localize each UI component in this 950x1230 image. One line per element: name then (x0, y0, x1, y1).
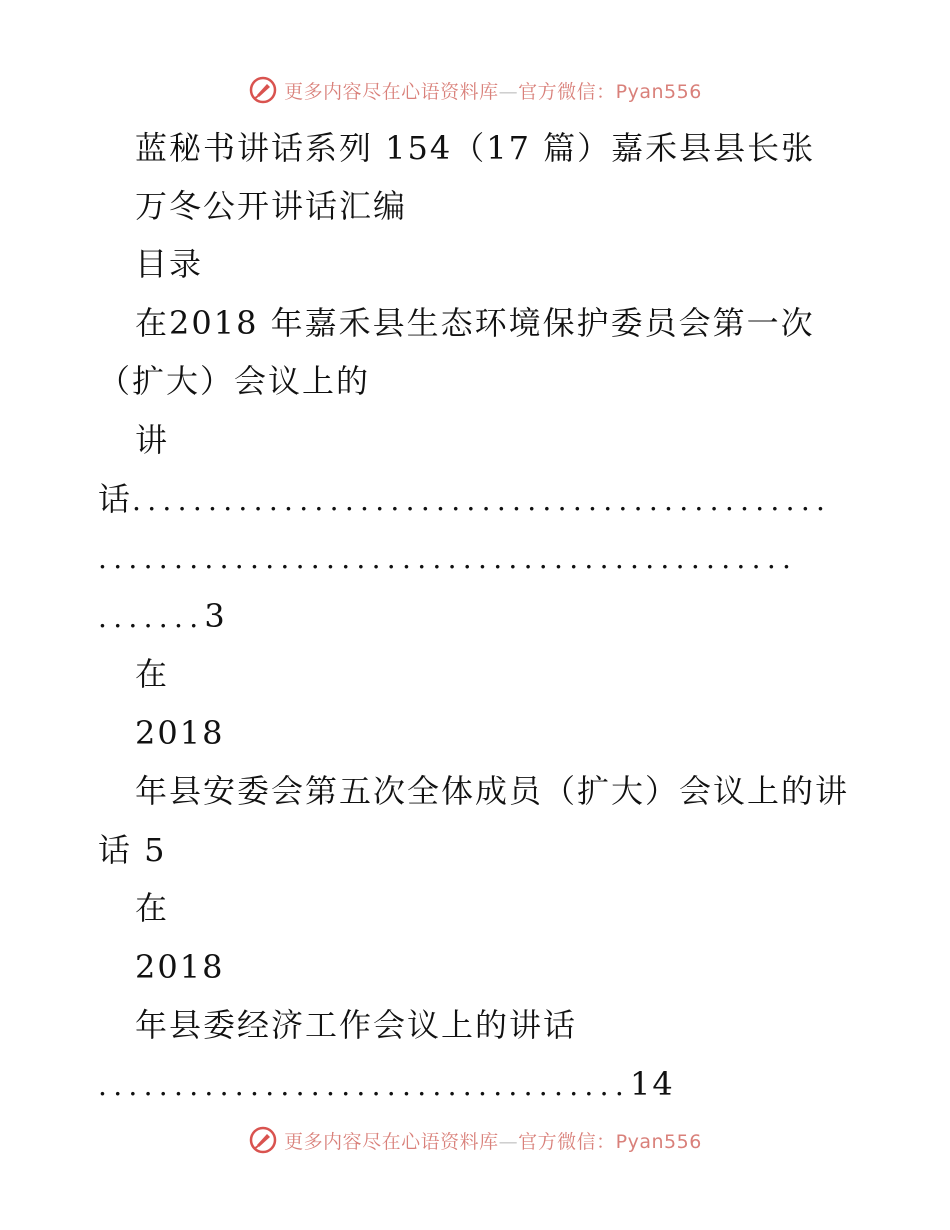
toc-entry-3-line-2: 2018 (135, 948, 225, 986)
toc-entry-2-line-4: 话 5 (98, 831, 167, 869)
toc-entry-1-leader-2 (0, 535, 950, 579)
toc-entry-1-line-2: （扩大）会议上的 (98, 362, 371, 400)
dot-leader: ................................... (98, 1069, 631, 1102)
toc-heading: 目录 (135, 245, 204, 283)
toc-entry-1-line-3: 讲 (135, 421, 170, 459)
dot-leader: .............................................. (98, 542, 798, 575)
dot-leader: .............................................. (132, 484, 832, 517)
toc-entry-1-line-1: 在2018 年嘉禾县生态环境保护委员会第一次 (135, 304, 815, 342)
toc-entry-2-line-3: 年县安委会第五次全体成员（扩大）会议上的讲 (135, 772, 850, 810)
toc-entry-3-line-1: 在 (135, 889, 170, 927)
toc-entry-1-prefix: 话 (98, 480, 133, 518)
banner-text: 更多内容尽在心语资料库—官方微信：Pyan556 (284, 80, 702, 103)
dot-leader: ....... (98, 601, 205, 634)
toc-entry-3-line-3: 年县委经济工作会议上的讲话 (135, 1006, 578, 1044)
toc-entry-3-leader (0, 1062, 950, 1106)
document-title-line-2: 万冬公开讲话汇编 (135, 187, 408, 225)
document-title-line-1: 蓝秘书讲话系列 154（17 篇）嘉禾县县长张 (135, 129, 816, 167)
banner-text: 更多内容尽在心语资料库—官方微信：Pyan556 (284, 1130, 702, 1153)
toc-entry-1-leader-3 (0, 594, 950, 638)
pen-logo-icon (248, 1125, 278, 1155)
toc-entry-2-line-1: 在 (135, 655, 170, 693)
footer-banner (0, 1120, 950, 1160)
toc-entry-1-page: 3 (204, 597, 227, 635)
toc-entry-3-page: 14 (630, 1065, 675, 1103)
toc-entry-2-line-2: 2018 (135, 714, 225, 752)
toc-entry-1-leader-1 (0, 477, 950, 521)
